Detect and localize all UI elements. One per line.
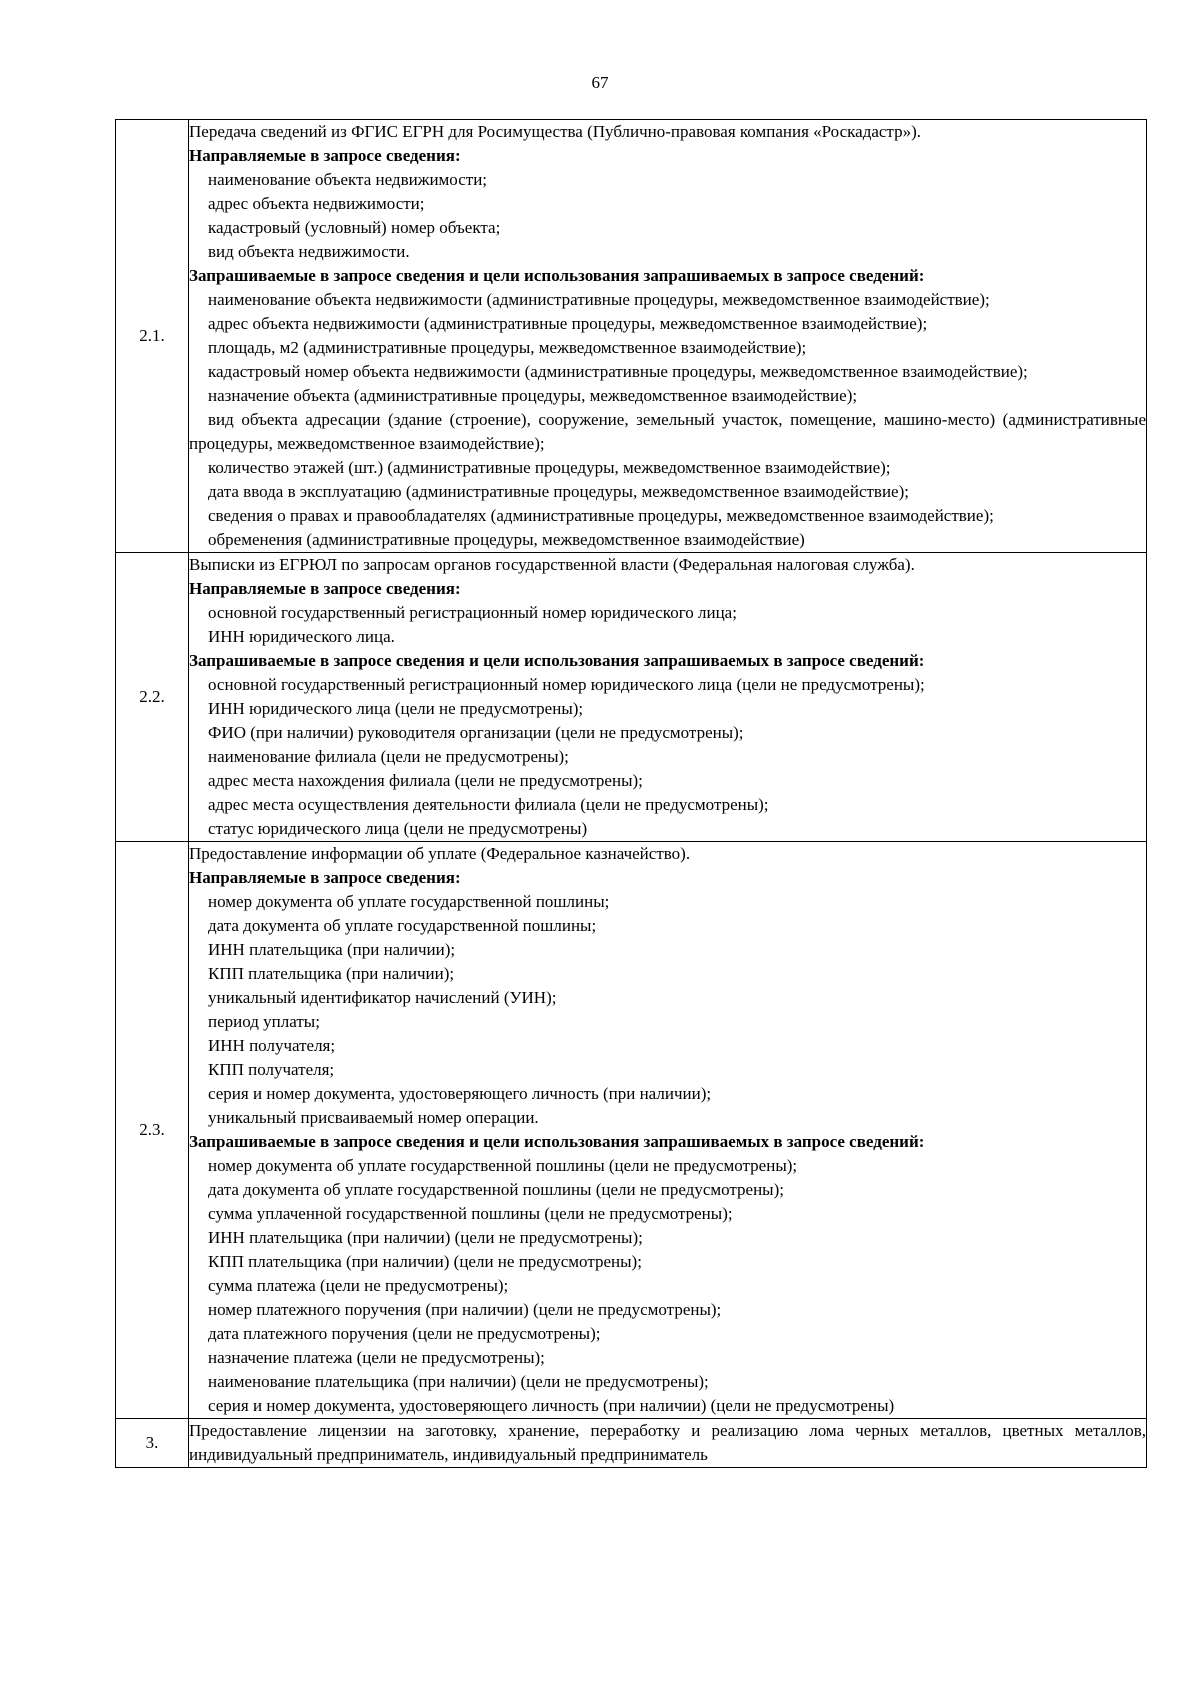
content-line: Выписки из ЕГРЮЛ по запросам органов государственной власти (Федеральная налоговая служба).: [189, 555, 915, 574]
content-line: дата документа об уплате государственной пошлины;: [208, 916, 597, 935]
content-line: дата платежного поручения (цели не предусмотрены);: [208, 1324, 601, 1343]
row-number: 2.1.: [116, 120, 189, 553]
table-row: [116, 842, 1147, 1419]
content-line: адрес объекта недвижимости (административные процедуры, межведомственное взаимодействие);: [208, 314, 928, 333]
content-line: номер документа об уплате государственной пошлины (цели не предусмотрены);: [208, 1156, 798, 1175]
content-line: серия и номер документа, удостоверяющего личность (при наличии) (цели не предусмотрены): [208, 1396, 895, 1415]
content-line: дата ввода в эксплуатацию (административные процедуры, межведомственное взаимодействие);: [208, 482, 909, 501]
section-heading: Направляемые в запросе сведения:: [189, 579, 461, 598]
content-line: адрес места нахождения филиала (цели не предусмотрены);: [208, 771, 643, 790]
content-line: номер платежного поручения (при наличии) (цели не предусмотрены);: [208, 1300, 722, 1319]
row-number: 3.: [116, 1419, 189, 1468]
row-content: [189, 1419, 1147, 1468]
content-line: уникальный присваиваемый номер операции.: [208, 1108, 539, 1127]
section-heading: Запрашиваемые в запросе сведения и цели использования запрашиваемых в запросе сведений:: [189, 266, 925, 285]
document-table: [115, 119, 1147, 1468]
table-row: [116, 120, 1147, 553]
content-line: дата документа об уплате государственной пошлины (цели не предусмотрены);: [208, 1180, 784, 1199]
content-line: вид объекта адресации (здание (строение), сооружение, земельный участок, помещение, машино-место) (административные процедуры, межведомственное взаимодействие);: [189, 410, 1146, 453]
content-line: количество этажей (шт.) (административные процедуры, межведомственное взаимодействие);: [208, 458, 891, 477]
content-line: наименование объекта недвижимости;: [208, 170, 488, 189]
row-number: 2.2.: [116, 553, 189, 842]
row-number: 2.3.: [116, 842, 189, 1419]
content-line: КПП плательщика (при наличии) (цели не предусмотрены);: [208, 1252, 642, 1271]
section-heading: Запрашиваемые в запросе сведения и цели использования запрашиваемых в запросе сведений:: [189, 651, 925, 670]
content-line: ИНН плательщика (при наличии);: [208, 940, 456, 959]
content-line: назначение объекта (административные процедуры, межведомственное взаимодействие);: [208, 386, 858, 405]
content-line: период уплаты;: [208, 1012, 320, 1031]
content-line: вид объекта недвижимости.: [208, 242, 410, 261]
content-line: наименование объекта недвижимости (административные процедуры, межведомственное взаимодействие);: [208, 290, 990, 309]
content-line: Предоставление информации об уплате (Федеральное казначейство).: [189, 844, 691, 863]
content-line: уникальный идентификатор начислений (УИН);: [208, 988, 557, 1007]
content-line: площадь, м2 (административные процедуры, межведомственное взаимодействие);: [208, 338, 807, 357]
content-line: серия и номер документа, удостоверяющего личность (при наличии);: [208, 1084, 712, 1103]
content-line: адрес места осуществления деятельности филиала (цели не предусмотрены);: [208, 795, 769, 814]
table-row: [116, 553, 1147, 842]
content-line: ИНН юридического лица (цели не предусмотрены);: [208, 699, 584, 718]
content-line: Передача сведений из ФГИС ЕГРН для Росимущества (Публично-правовая компания «Роскадастр»).: [189, 122, 921, 141]
content-line: КПП плательщика (при наличии);: [208, 964, 455, 983]
section-heading: Направляемые в запросе сведения:: [189, 146, 461, 165]
row-content: [189, 842, 1147, 1419]
page-number: 67: [591, 73, 609, 92]
content-line: ФИО (при наличии) руководителя организации (цели не предусмотрены);: [208, 723, 744, 742]
content-line: статус юридического лица (цели не предусмотрены): [208, 819, 588, 838]
content-line: назначение платежа (цели не предусмотрены);: [208, 1348, 545, 1367]
section-heading: Запрашиваемые в запросе сведения и цели использования запрашиваемых в запросе сведений:: [189, 1132, 925, 1151]
content-line: КПП получателя;: [208, 1060, 335, 1079]
content-line: обременения (административные процедуры, межведомственное взаимодействие): [208, 530, 805, 549]
content-line: сведения о правах и правообладателях (административные процедуры, межведомственное взаимодействие);: [208, 506, 994, 525]
row-content: [189, 553, 1147, 842]
content-line: кадастровый (условный) номер объекта;: [208, 218, 501, 237]
table-row: [116, 1419, 1147, 1468]
section-heading: Направляемые в запросе сведения:: [189, 868, 461, 887]
content-line: основной государственный регистрационный номер юридического лица;: [208, 603, 737, 622]
content-line: кадастровый номер объекта недвижимости (административные процедуры, межведомственное взаимодействие);: [208, 362, 1028, 381]
content-line: номер документа об уплате государственной пошлины;: [208, 892, 610, 911]
content-line: основной государственный регистрационный номер юридического лица (цели не предусмотрены);: [208, 675, 925, 694]
content-line: наименование плательщика (при наличии) (цели не предусмотрены);: [208, 1372, 709, 1391]
content-line: сумма платежа (цели не предусмотрены);: [208, 1276, 509, 1295]
content-line: ИНН плательщика (при наличии) (цели не предусмотрены);: [208, 1228, 643, 1247]
content-line: сумма уплаченной государственной пошлины (цели не предусмотрены);: [208, 1204, 733, 1223]
content-line: ИНН юридического лица.: [208, 627, 395, 646]
table-body: [116, 120, 1147, 1468]
content-line: наименование филиала (цели не предусмотрены);: [208, 747, 569, 766]
content-line: ИНН получателя;: [208, 1036, 336, 1055]
content-line: адрес объекта недвижимости;: [208, 194, 425, 213]
row-content: [189, 120, 1147, 553]
content-line: Предоставление лицензии на заготовку, хранение, переработку и реализацию лома черных металлов, цветных металлов, индивидуальный предприниматель, индивидуальный предприниматель: [189, 1421, 1146, 1464]
